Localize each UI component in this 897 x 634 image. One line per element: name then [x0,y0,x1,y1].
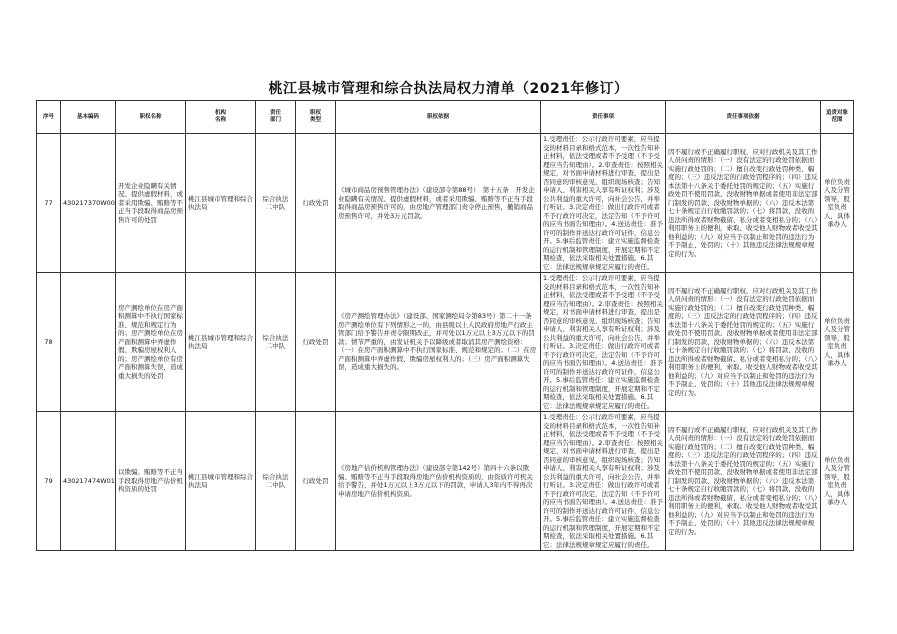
document-title: 桃江县城市管理和综合执法局权力清单（2021年修订） [268,81,629,97]
row-type: 行政处罚 [296,134,336,273]
header-seq: 序号 [37,101,61,134]
table-row [37,134,854,273]
row-code: 430217370W00 [61,134,116,273]
row-org: 桃江县城市管理和综合执法局 [186,134,256,273]
header-name: 职权名称 [116,101,186,134]
table-row [37,412,854,551]
header-basis: 职权依据 [336,101,541,134]
header-scope: 追责对象 范围 [821,101,854,134]
row-basis: 《城市商品房预售管理办法》（建设部令第88号） 第十五条 开发企业隐瞒有关情况、提供虚假材料，或者采用欺骗、贿赂等不正当手段取得商品房预售许可的，由房地产管理部门责令停止预售，撤销商品房预售许可，并处3万元罚款。 [336,134,541,273]
header-duty: 责任事项 [541,101,666,134]
row-code: 430217474W01 [61,412,116,551]
row-duty: 1.受理责任：公示行政许可要素，应当提交的材料目录和格式范本，一次性告知补正材料，依法受理或者不予受理（不予受理应当告知理由）。2.审查责任：按照相关规定，对书面申请材料进行审查，提出是否同意的审核意见，组织现场核查；告知申请人、利害相关人享有听证权利；涉及公共利益的重大许可，向社会公告，并举行听证。3.决定责任：做出行政许可或者不予行政许可决定，法定告知（不予许可的应当书面告知理由）。4.送达责任：准予许可的制作并送达行政许可证件，信息公开。5.事后监管责任：建立实施监督检查的运行机制和管理制度，开展定期和不定期检查，依法采取相关处置措施。6.其它：法律法规规章规定应履行的责任。 [541,273,666,412]
row-power-name: 房产测绘单位在房产面积测算中不执行国家标准、规范和规定行为的；房产测绘单位在房产面积测算中弄虚作假、欺骗房屋权利人的；房产测绘单位有房产面积测算失误，造成重大损失的处罚 [116,273,186,412]
row-org: 桃江县城市管理和综合执法局 [186,412,256,551]
row-power-name: 以欺骗、贿赂等不正当手段取得房地产估价机构资质的处罚 [116,412,186,551]
row-dept: 综合执法 二中队 [256,412,296,551]
row-duty: 1.受理责任：公示行政许可要素，应当提交的材料目录和格式范本，一次性告知补正材料，依法受理或者不予受理（不予受理应当告知理由）。2.审查责任：按照相关规定，对书面申请材料进行审查，提出是否同意的审核意见，组织现场核查；告知申请人、利害相关人享有听证权利；涉及公共利益的重大许可，向社会公告，并举行听证。3.决定责任：做出行政许可或者不予行政许可决定，法定告知（不予许可的应当书面告知理由）。4.送达责任：准予许可的制作并送达行政许可证件，信息公开。5.事后监管责任：建立实施监督检查的运行机制和管理制度，开展定期和不定期检查，依法采取相关处置措施。6.其它：法律法规规章规定应履行的责任。 [541,134,666,273]
row-code [61,273,116,412]
header-code: 基本编码 [61,101,116,134]
table-row [37,273,854,412]
power-list-table [36,100,854,551]
row-duty: 1.受理责任：公示行政许可要素，应当提交的材料目录和格式范本，一次性告知补正材料，依法受理或者不予受理（不予受理应当告知理由）。2.审查责任：按照相关规定，对书面申请材料进行审查，提出是否同意的审核意见，组织现场核查；告知申请人、利害相关人享有听证权利；涉及公共利益的重大许可，向社会公告，并举行听证。3.决定责任：做出行政许可或者不予行政许可决定，法定告知（不予许可的应当书面告知理由）。4.送达责任：准予许可的制作并送达行政许可证件，信息公开。5.事后监管责任：建立实施监督检查的运行机制和管理制度，开展定期和不定期检查，依法采取相关处置措施。6.其它：法律法规规章规定应履行的责任。 [541,412,666,551]
row-scope: 单位负责人及分管领导，股室负责人，具体承办人 [821,273,854,412]
row-basis: 《房产测绘管理办法》（建设部、国家测绘局令第83号）第二十一条房产测绘单位有下列情形之一的，由县级以上人民政府房地产行政主管部门给予警告并责令限期改正，并可处以1万元以上3万元以下的罚款；情节严重的，由发证机关予以降级或者取消其房产测绘资格： （一）在房产面积测算中不执行国家标准、规范和规定的；（二）在房产面积测算中弄虚作假、欺骗房屋权利人的；（三）房产面积测算失误，造成重大损失的。 [336,273,541,412]
row-org: 桃江县城市管理和综合执法局 [186,273,256,412]
header-type: 职权 类型 [296,101,336,134]
row-type: 行政处罚 [296,412,336,551]
header-org: 机构 名称 [186,101,256,134]
row-duty-basis: 因不履行或不正确履行职权，应对行政机关及其工作人员问责的情形：（一）没有法定的行政处罚依据而实施行政处罚的；（二）擅自改变行政处罚种类、幅度的；（三）违反法定的行政处罚程序的；（四）违反本法第十八条关于委托处罚的规定的；（五）实施行政处罚不使用罚款、没收财物单据或者使用非法定部门制发的罚款、没收财物单据的；（六）违反本法第七十条规定自行收缴罚款的；（七）将罚款、没收的违法所得或者财物截留、私分或者变相私分的；（八）利用职务上的便利，索取、收受他人财物或者收受其他利益的；（九）对应当予以制止和处罚的违法行为不予制止、处罚的；（十）其他违反法律法规规章规定的行为。 [666,412,821,551]
header-duty-basis: 责任事项依据 [666,101,821,134]
header-dept: 责任 部门 [256,101,296,134]
row-duty-basis: 因不履行或不正确履行职权，应对行政机关及其工作人员问责的情形：（一）没有法定的行政处罚依据而实施行政处罚的；（二）擅自改变行政处罚种类、幅度的；（三）违反法定的行政处罚程序的；（四）违反本法第十八条关于委托处罚的规定的；（五）实施行政处罚不使用罚款、没收财物单据或者使用非法定部门制发的罚款、没收财物单据的；（六）违反本法第七十条规定自行收缴罚款的；（七）将罚款、没收的违法所得或者财物截留、私分或者变相私分的；（八）利用职务上的便利，索取、收受他人财物或者收受其他利益的；（九）对应当予以制止和处罚的违法行为不予制止、处罚的；（十）其他违反法律法规规章规定的行为。 [666,273,821,412]
row-seq: 77 [37,134,61,273]
row-power-name: 开发企业隐瞒有关情况、提供虚假材料，或者采用欺骗、贿赂等不正当手段取得商品房预售许可的处罚 [116,134,186,273]
table-header-row [37,101,854,134]
row-type: 行政处罚 [296,273,336,412]
row-basis: 《房地产估价机构管理办法》（建设部令第142号）第四十六条以欺骗、贿赂等不正当手段取得房地产估价机构资质的，由资质许可机关给予警告，并处1万元以上3万元以下的罚款，申请人3年内不得再次申请房地产估价机构资质。 [336,412,541,551]
row-duty-basis: 因不履行或不正确履行职权，应对行政机关及其工作人员问责的情形：（一）没有法定的行政处罚依据而实施行政处罚的；（二）擅自改变行政处罚种类、幅度的；（三）违反法定的行政处罚程序的；（四）违反本法第十八条关于委托处罚的规定的；（五）实施行政处罚不使用罚款、没收财物单据或者使用非法定部门制发的罚款、没收财物单据的；（六）违反本法第七十条规定自行收缴罚款的；（七）将罚款、没收的违法所得或者财物截留、私分或者变相私分的；（八）利用职务上的便利，索取、收受他人财物或者收受其他利益的；（九）对应当予以制止和处罚的违法行为不予制止、处罚的；（十）其他违反法律法规规章规定的行为。 [666,134,821,273]
row-dept: 综合执法 二中队 [256,134,296,273]
row-seq: 79 [37,412,61,551]
row-seq: 78 [37,273,61,412]
row-dept: 综合执法 二中队 [256,273,296,412]
row-scope: 单位负责人及分管领导，股室负责人，具体承办人 [821,134,854,273]
row-scope: 单位负责人及分管领导，股室负责人，具体承办人 [821,412,854,551]
